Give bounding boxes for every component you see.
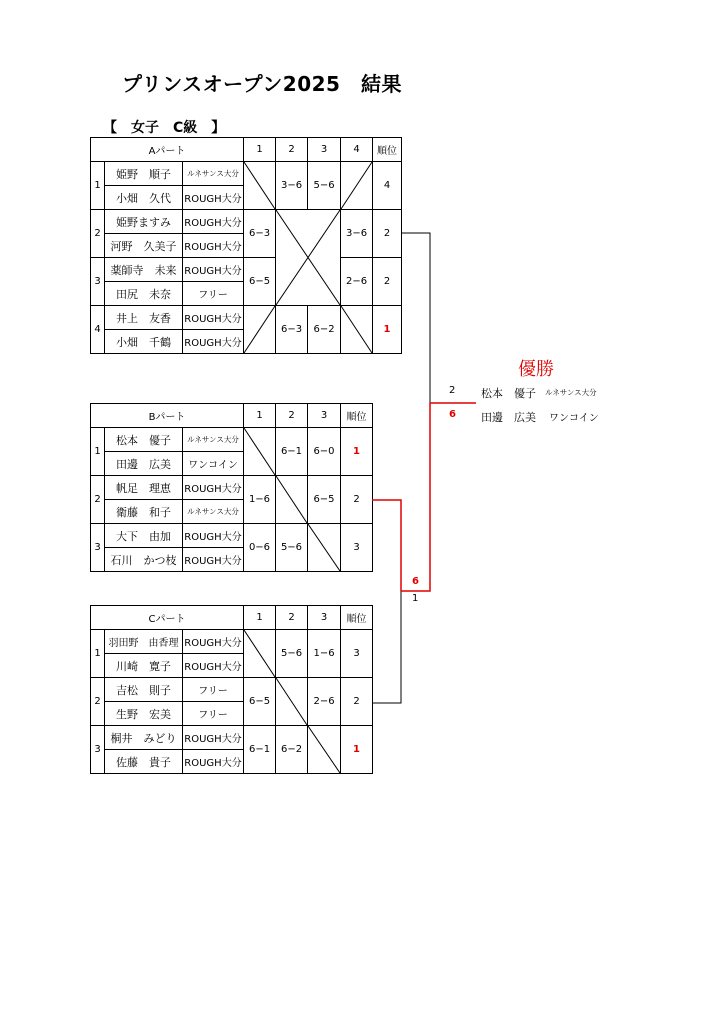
rank-cell: 2 (341, 476, 373, 524)
self-match-diagonal (308, 524, 341, 572)
part-c-header (91, 606, 373, 630)
table-row (91, 630, 373, 654)
club-name: フリー (183, 702, 244, 726)
table-row (91, 162, 402, 186)
club-name: ROUGH大分 (183, 234, 244, 258)
col-3-header: 3 (308, 606, 341, 630)
table-row (91, 524, 373, 548)
rank-cell: 4 (373, 162, 402, 210)
col-3-header: 3 (308, 404, 341, 428)
self-match-diagonal (276, 476, 308, 524)
rank-cell: 2 (341, 678, 373, 726)
part-b-header (91, 404, 373, 428)
rank-cell-winner: 1 (341, 428, 373, 476)
rank-header: 順位 (341, 606, 373, 630)
entry-number: 2 (91, 476, 105, 524)
part-a-label: Aパート (91, 138, 244, 162)
club-name: ROUGH大分 (183, 186, 244, 210)
player-name: 河野 久美子 (105, 234, 183, 258)
table-row (91, 258, 402, 282)
champion-player-2: 田邊 広美 (481, 411, 536, 424)
final-score-bottom: 6 (449, 409, 456, 420)
entry-number: 2 (91, 210, 105, 258)
club-name: ROUGH大分 (183, 654, 244, 678)
col-1-header: 1 (244, 404, 276, 428)
champion-label: 優勝 (518, 359, 554, 380)
score-cell: 6−5 (244, 258, 276, 306)
part-c-table (90, 605, 373, 774)
club-name: ROUGH大分 (183, 548, 244, 572)
score-cell: 6−5 (308, 476, 341, 524)
player-name: 田尻 未奈 (105, 282, 183, 306)
rank-cell: 2 (373, 258, 402, 306)
club-name: ROUGH大分 (183, 726, 244, 750)
club-name: ROUGH大分 (183, 258, 244, 282)
player-name: 小畑 久代 (105, 186, 183, 210)
rank-cell-winner: 1 (373, 306, 402, 354)
club-name: ROUGH大分 (183, 476, 244, 500)
player-name: 姫野 順子 (105, 162, 183, 186)
part-b-label: Bパート (91, 404, 244, 428)
player-name: 大下 由加 (105, 524, 183, 548)
entry-number: 1 (91, 428, 105, 476)
part-c-label: Cパート (91, 606, 244, 630)
col-1-header: 1 (244, 138, 276, 162)
rank-cell: 2 (373, 210, 402, 258)
semi-score-bottom: 1 (412, 593, 419, 604)
rank-header: 順位 (373, 138, 402, 162)
table-row (91, 476, 373, 500)
player-name: 薬師寺 未来 (105, 258, 183, 282)
player-name: 松本 優子 (105, 428, 183, 452)
category-heading: 【 女子 C級 】 (103, 120, 226, 136)
self-match-diagonal (341, 306, 373, 354)
club-name: ROUGH大分 (183, 524, 244, 548)
cross-diagonal (276, 210, 341, 306)
player-name: 佐藤 貴子 (105, 750, 183, 774)
club-name: ワンコイン (183, 452, 244, 476)
score-cell: 5−6 (276, 524, 308, 572)
page-title: プリンスオープン2025 結果 (122, 72, 402, 96)
score-cell: 6−3 (276, 306, 308, 354)
rank-header: 順位 (341, 404, 373, 428)
score-cell: 6−1 (244, 726, 276, 774)
col-4-header: 4 (341, 138, 373, 162)
part-a-table (90, 137, 402, 354)
club-name: フリー (183, 678, 244, 702)
rank-cell-winner: 1 (341, 726, 373, 774)
table-row (91, 678, 373, 702)
score-cell: 6−5 (244, 678, 276, 726)
col-1-header: 1 (244, 606, 276, 630)
part-b-table (90, 403, 373, 572)
club-name: ROUGH大分 (183, 210, 244, 234)
part-a-header (91, 138, 402, 162)
table-row (91, 306, 402, 330)
bracket-line-c (372, 591, 401, 703)
unplayed-diagonal (341, 162, 373, 210)
club-name: ルネサンス大分 (183, 428, 244, 452)
self-match-diagonal (244, 630, 276, 678)
club-name: フリー (183, 282, 244, 306)
score-cell: 2−6 (341, 258, 373, 306)
self-match-diagonal (308, 726, 341, 774)
champion-club-2: ワンコイン (549, 413, 599, 424)
player-name: 姫野ますみ (105, 210, 183, 234)
score-cell: 3−6 (276, 162, 308, 210)
final-score-top: 2 (449, 385, 456, 396)
table-row (91, 428, 373, 452)
unplayed-diagonal (244, 306, 276, 354)
entry-number: 3 (91, 524, 105, 572)
score-cell: 6−2 (308, 306, 341, 354)
bracket-line-a (401, 233, 430, 403)
col-3-header: 3 (308, 138, 341, 162)
player-name: 桐井 みどり (105, 726, 183, 750)
table-row (91, 210, 402, 234)
score-cell: 1−6 (308, 630, 341, 678)
champion-club-1: ルネサンス大分 (545, 388, 597, 397)
player-name: 羽田野 由香理 (105, 630, 183, 654)
rank-cell: 3 (341, 630, 373, 678)
score-cell: 5−6 (276, 630, 308, 678)
entry-number: 1 (91, 630, 105, 678)
player-name: 帆足 理恵 (105, 476, 183, 500)
score-cell: 6−0 (308, 428, 341, 476)
player-name: 川崎 寛子 (105, 654, 183, 678)
entry-number: 1 (91, 162, 105, 210)
champion-player-1: 松本 優子 (481, 387, 536, 400)
club-name: ROUGH大分 (183, 330, 244, 354)
player-name: 石川 かつ枝 (105, 548, 183, 572)
player-name: 井上 友香 (105, 306, 183, 330)
col-2-header: 2 (276, 606, 308, 630)
table-row (91, 726, 373, 750)
score-cell: 0−6 (244, 524, 276, 572)
club-name: ルネサンス大分 (183, 500, 244, 524)
score-cell: 6−1 (276, 428, 308, 476)
club-name: ROUGH大分 (183, 630, 244, 654)
player-name: 田邊 広美 (105, 452, 183, 476)
col-2-header: 2 (276, 404, 308, 428)
entry-number: 2 (91, 678, 105, 726)
self-match-diagonal (244, 162, 276, 210)
semi-score-top: 6 (412, 576, 419, 587)
entry-number: 3 (91, 726, 105, 774)
bracket-line-semi-final (401, 403, 430, 591)
player-name: 吉松 則子 (105, 678, 183, 702)
col-2-header: 2 (276, 138, 308, 162)
rank-cell: 3 (341, 524, 373, 572)
club-name: ROUGH大分 (183, 750, 244, 774)
player-name: 衛藤 和子 (105, 500, 183, 524)
club-name: ルネサンス大分 (183, 162, 244, 186)
self-match-diagonal (276, 678, 308, 726)
bracket-line-b (372, 500, 401, 591)
player-name: 小畑 千鶴 (105, 330, 183, 354)
score-cell: 5−6 (308, 162, 341, 210)
self-match-diagonal (244, 428, 276, 476)
score-cell: 2−6 (308, 678, 341, 726)
score-cell: 6−2 (276, 726, 308, 774)
entry-number: 3 (91, 258, 105, 306)
score-cell: 6−3 (244, 210, 276, 258)
club-name: ROUGH大分 (183, 306, 244, 330)
player-name: 生野 宏美 (105, 702, 183, 726)
entry-number: 4 (91, 306, 105, 354)
score-cell: 1−6 (244, 476, 276, 524)
score-cell: 3−6 (341, 210, 373, 258)
